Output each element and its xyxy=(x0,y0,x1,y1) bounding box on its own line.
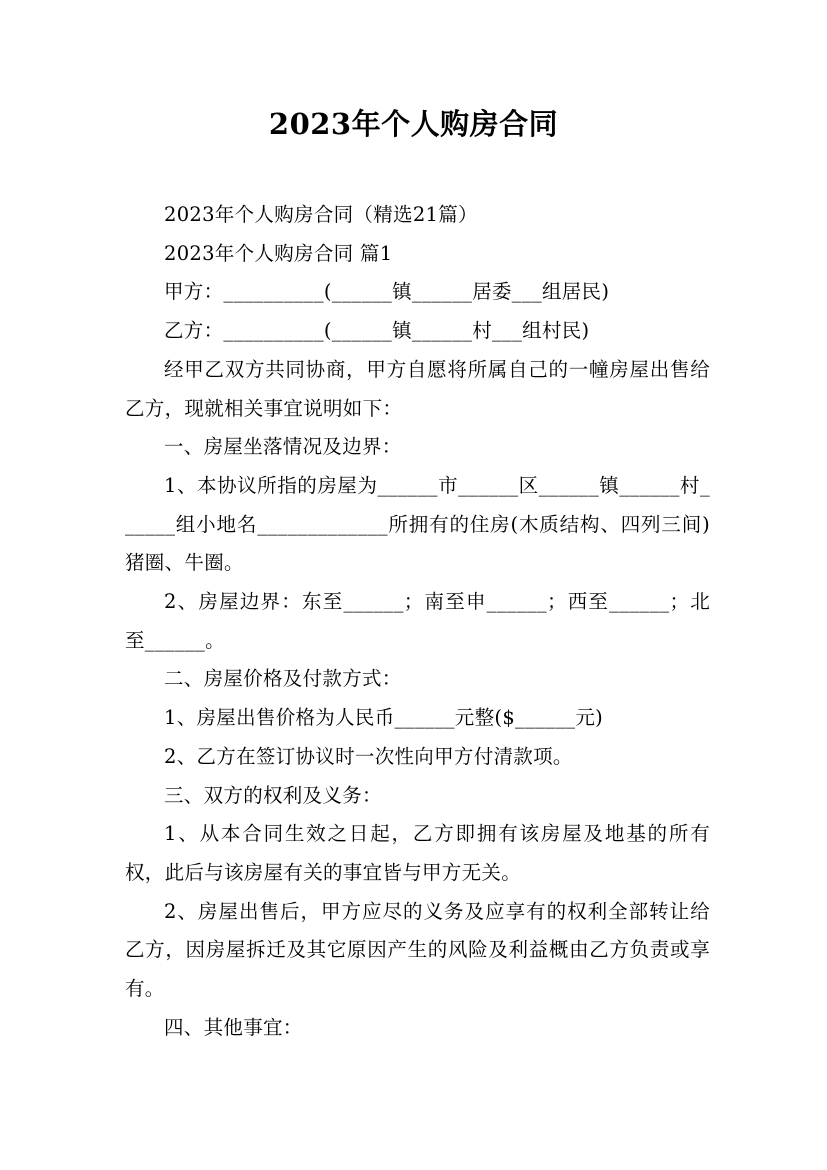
paragraph-party-a: 甲方：__________(______镇______居委___组居民) xyxy=(164,280,610,304)
paragraph-subtitle: 2023年个人购房合同（精选21篇） xyxy=(164,203,478,226)
paragraph-party-b: 乙方：__________(______镇______村___组村民) xyxy=(164,319,590,343)
paragraph-rights-2: 2、房屋出售后，甲方应尽的义务及应享有的权利全部转让给乙方，因房屋拆迁及其它原因产生的风险及利益概由乙方负责或享有。 xyxy=(125,899,710,1001)
document-title: 2023年个人购房合同 xyxy=(268,107,559,141)
paragraph-price: 1、房屋出售价格为人民币______元整($______元) xyxy=(164,706,604,730)
document-body xyxy=(125,196,710,1047)
section-heading-location: 一、房屋坐落情况及边界： xyxy=(164,435,402,459)
section-heading-rights: 三、双方的权利及义务： xyxy=(164,783,382,807)
paragraph-rights-1: 1、从本合同生效之日起，乙方即拥有该房屋及地基的所有权，此后与该房屋有关的事宜皆与甲方无关。 xyxy=(125,822,710,884)
paragraph-boundaries: 2、房屋边界：东至______；南至申______；西至______；北至______。 xyxy=(125,590,710,652)
section-heading-other: 四、其他事宜： xyxy=(164,1015,303,1039)
paragraph-payment: 2、乙方在签订协议时一次性向甲方付清款项。 xyxy=(164,744,573,768)
section-heading-price: 二、房屋价格及付款方式： xyxy=(164,667,402,691)
paragraph-heading: 2023年个人购房合同 篇1 xyxy=(164,241,393,265)
paragraph-intro: 经甲乙双方共同协商，甲方自愿将所属自己的一幢房屋出售给乙方，现就相关事宜说明如下： xyxy=(125,357,710,420)
paragraph-location: 1、本协议所指的房屋为______市______区______镇______村______组小地名_____________所拥有的住房(木质结构、四列三间)猪圈、牛圈。 xyxy=(125,473,711,575)
